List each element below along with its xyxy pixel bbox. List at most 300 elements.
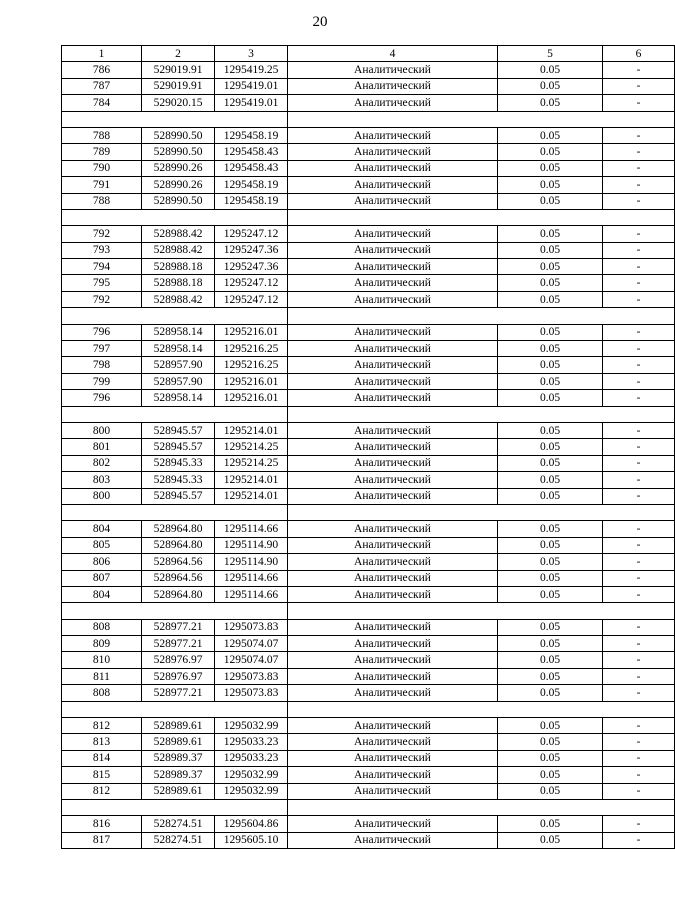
table-cell: 792 bbox=[62, 291, 142, 307]
table-cell: 808 bbox=[62, 685, 142, 701]
table-cell: 1295247.12 bbox=[215, 226, 288, 242]
table-cell: 529020.15 bbox=[142, 95, 215, 111]
table-row bbox=[62, 259, 675, 275]
table-cell: 0.05 bbox=[498, 734, 603, 750]
table-cell: - bbox=[603, 488, 675, 504]
table-cell: 1295114.66 bbox=[215, 570, 288, 586]
table-cell: 528988.18 bbox=[142, 259, 215, 275]
table-row bbox=[62, 160, 675, 176]
table-row bbox=[62, 144, 675, 160]
table-cell: 1295033.23 bbox=[215, 734, 288, 750]
table-cell: - bbox=[603, 193, 675, 209]
spacer-cell bbox=[288, 701, 675, 717]
table-cell: 528964.56 bbox=[142, 554, 215, 570]
table-cell: 788 bbox=[62, 193, 142, 209]
table-cell: 1295216.01 bbox=[215, 373, 288, 389]
table-cell: 0.05 bbox=[498, 718, 603, 734]
table-cell: Аналитический bbox=[288, 144, 498, 160]
table-cell: 1295216.25 bbox=[215, 341, 288, 357]
table-spacer-row bbox=[62, 603, 675, 619]
spacer-cell bbox=[62, 406, 288, 422]
table-cell: 815 bbox=[62, 767, 142, 783]
table-cell: 0.05 bbox=[498, 144, 603, 160]
table-row bbox=[62, 718, 675, 734]
table-cell: 0.05 bbox=[498, 537, 603, 553]
table-cell: 0.05 bbox=[498, 422, 603, 438]
table-cell: Аналитический bbox=[288, 160, 498, 176]
table-cell: 0.05 bbox=[498, 685, 603, 701]
table-cell: 811 bbox=[62, 668, 142, 684]
page-number: 20 bbox=[312, 14, 328, 30]
table-cell: 528990.26 bbox=[142, 160, 215, 176]
table-cell: 0.05 bbox=[498, 291, 603, 307]
table-row bbox=[62, 472, 675, 488]
table-cell: Аналитический bbox=[288, 521, 498, 537]
table-cell: 0.05 bbox=[498, 488, 603, 504]
table-cell: Аналитический bbox=[288, 291, 498, 307]
table-cell: 528977.21 bbox=[142, 636, 215, 652]
table-cell: 788 bbox=[62, 127, 142, 143]
table-cell: - bbox=[603, 554, 675, 570]
table-cell: 0.05 bbox=[498, 570, 603, 586]
table-row bbox=[62, 357, 675, 373]
table-cell: - bbox=[603, 767, 675, 783]
table-row bbox=[62, 488, 675, 504]
table-cell: 0.05 bbox=[498, 341, 603, 357]
table-cell: Аналитический bbox=[288, 390, 498, 406]
table-cell: 0.05 bbox=[498, 193, 603, 209]
table-cell: 528989.61 bbox=[142, 718, 215, 734]
table-cell: - bbox=[603, 783, 675, 799]
table-cell: 1295214.01 bbox=[215, 488, 288, 504]
table-cell: 528989.37 bbox=[142, 750, 215, 766]
spacer-cell bbox=[288, 111, 675, 127]
spacer-cell bbox=[62, 308, 288, 324]
table-cell: 528957.90 bbox=[142, 357, 215, 373]
table-cell: 1295216.25 bbox=[215, 357, 288, 373]
table-cell: Аналитический bbox=[288, 734, 498, 750]
table-cell: 810 bbox=[62, 652, 142, 668]
table-row bbox=[62, 685, 675, 701]
table-cell: 790 bbox=[62, 160, 142, 176]
table-cell: 0.05 bbox=[498, 668, 603, 684]
table-row bbox=[62, 422, 675, 438]
table-cell: 528958.14 bbox=[142, 324, 215, 340]
table-cell: 528945.33 bbox=[142, 455, 215, 471]
table-cell: Аналитический bbox=[288, 373, 498, 389]
table-row bbox=[62, 554, 675, 570]
table-cell: 804 bbox=[62, 586, 142, 602]
table-cell: 528990.50 bbox=[142, 127, 215, 143]
spacer-cell bbox=[288, 799, 675, 815]
table-cell: 528990.50 bbox=[142, 193, 215, 209]
table-spacer-row bbox=[62, 308, 675, 324]
table-spacer-row bbox=[62, 799, 675, 815]
table-cell: 0.05 bbox=[498, 619, 603, 635]
table-row bbox=[62, 439, 675, 455]
table-row bbox=[62, 95, 675, 111]
table-cell: Аналитический bbox=[288, 357, 498, 373]
table-cell: 528945.57 bbox=[142, 488, 215, 504]
table-cell: Аналитический bbox=[288, 226, 498, 242]
table-cell: 817 bbox=[62, 832, 142, 848]
table-cell: - bbox=[603, 341, 675, 357]
table-cell: 793 bbox=[62, 242, 142, 258]
table-row bbox=[62, 324, 675, 340]
table-cell: 1295458.19 bbox=[215, 177, 288, 193]
table-cell: 787 bbox=[62, 78, 142, 94]
table-cell: Аналитический bbox=[288, 832, 498, 848]
table-cell: 792 bbox=[62, 226, 142, 242]
table-cell: 528988.42 bbox=[142, 291, 215, 307]
table-cell: 528990.26 bbox=[142, 177, 215, 193]
table-row bbox=[62, 750, 675, 766]
table-cell: 0.05 bbox=[498, 472, 603, 488]
spacer-cell bbox=[288, 504, 675, 520]
table-cell: 0.05 bbox=[498, 554, 603, 570]
table-cell: 0.05 bbox=[498, 78, 603, 94]
table-cell: Аналитический bbox=[288, 767, 498, 783]
table-cell: 1295214.25 bbox=[215, 455, 288, 471]
table-cell: 1295458.43 bbox=[215, 160, 288, 176]
table-cell: 1295419.25 bbox=[215, 62, 288, 78]
table-cell: 1295032.99 bbox=[215, 718, 288, 734]
spacer-cell bbox=[62, 701, 288, 717]
table-cell: 789 bbox=[62, 144, 142, 160]
table-cell: 1295114.66 bbox=[215, 521, 288, 537]
table-cell: 528989.61 bbox=[142, 783, 215, 799]
table-cell: Аналитический bbox=[288, 750, 498, 766]
table-cell: 798 bbox=[62, 357, 142, 373]
table-row bbox=[62, 177, 675, 193]
table-cell: Аналитический bbox=[288, 652, 498, 668]
table-cell: 784 bbox=[62, 95, 142, 111]
table-cell: Аналитический bbox=[288, 193, 498, 209]
spacer-cell bbox=[62, 111, 288, 127]
table-row bbox=[62, 193, 675, 209]
table-row bbox=[62, 62, 675, 78]
table-cell: - bbox=[603, 718, 675, 734]
table-cell: Аналитический bbox=[288, 78, 498, 94]
table-cell: - bbox=[603, 734, 675, 750]
table-cell: Аналитический bbox=[288, 439, 498, 455]
table-cell: Аналитический bbox=[288, 95, 498, 111]
table-cell: Аналитический bbox=[288, 177, 498, 193]
column-header: 6 bbox=[603, 46, 675, 62]
column-header: 5 bbox=[498, 46, 603, 62]
table-cell: - bbox=[603, 521, 675, 537]
table-cell: 0.05 bbox=[498, 357, 603, 373]
table-cell: - bbox=[603, 291, 675, 307]
table-cell: 1295032.99 bbox=[215, 767, 288, 783]
table-row bbox=[62, 127, 675, 143]
table-cell: Аналитический bbox=[288, 636, 498, 652]
table-cell: 796 bbox=[62, 390, 142, 406]
table-cell: 0.05 bbox=[498, 275, 603, 291]
table-cell: 0.05 bbox=[498, 783, 603, 799]
table-cell: 528988.18 bbox=[142, 275, 215, 291]
table-cell: Аналитический bbox=[288, 619, 498, 635]
table-cell: - bbox=[603, 537, 675, 553]
table-row bbox=[62, 570, 675, 586]
table-row bbox=[62, 242, 675, 258]
table-cell: 1295214.25 bbox=[215, 439, 288, 455]
table-cell: Аналитический bbox=[288, 341, 498, 357]
table-cell: 0.05 bbox=[498, 127, 603, 143]
table-cell: - bbox=[603, 242, 675, 258]
table-cell: 797 bbox=[62, 341, 142, 357]
table-cell: 0.05 bbox=[498, 586, 603, 602]
table-cell: 528977.21 bbox=[142, 619, 215, 635]
table-cell: 816 bbox=[62, 816, 142, 832]
table-cell: Аналитический bbox=[288, 488, 498, 504]
table-cell: 1295033.23 bbox=[215, 750, 288, 766]
table-cell: 0.05 bbox=[498, 95, 603, 111]
table-cell: 1295458.43 bbox=[215, 144, 288, 160]
table-cell: - bbox=[603, 390, 675, 406]
column-header: 3 bbox=[215, 46, 288, 62]
table-cell: 528964.80 bbox=[142, 537, 215, 553]
table-cell: 805 bbox=[62, 537, 142, 553]
table-cell: 528958.14 bbox=[142, 341, 215, 357]
table-row bbox=[62, 586, 675, 602]
table-cell: - bbox=[603, 357, 675, 373]
spacer-cell bbox=[288, 406, 675, 422]
table-cell: 804 bbox=[62, 521, 142, 537]
table-cell: Аналитический bbox=[288, 554, 498, 570]
table-cell: 528945.33 bbox=[142, 472, 215, 488]
table-cell: 813 bbox=[62, 734, 142, 750]
table-cell: 0.05 bbox=[498, 767, 603, 783]
table-cell: Аналитический bbox=[288, 537, 498, 553]
column-header: 2 bbox=[142, 46, 215, 62]
table-spacer-row bbox=[62, 701, 675, 717]
column-header: 1 bbox=[62, 46, 142, 62]
table-row bbox=[62, 832, 675, 848]
table-cell: Аналитический bbox=[288, 62, 498, 78]
table-cell: - bbox=[603, 668, 675, 684]
table-cell: 1295458.19 bbox=[215, 127, 288, 143]
table-row bbox=[62, 275, 675, 291]
table-cell: 528988.42 bbox=[142, 242, 215, 258]
table-cell: - bbox=[603, 144, 675, 160]
table-cell: - bbox=[603, 62, 675, 78]
table-cell: 786 bbox=[62, 62, 142, 78]
table-cell: Аналитический bbox=[288, 242, 498, 258]
table-cell: 0.05 bbox=[498, 226, 603, 242]
table-spacer-row bbox=[62, 406, 675, 422]
table-cell: 528976.97 bbox=[142, 668, 215, 684]
table-cell: 0.05 bbox=[498, 750, 603, 766]
table-cell: 812 bbox=[62, 718, 142, 734]
table-cell: 0.05 bbox=[498, 373, 603, 389]
table-row bbox=[62, 78, 675, 94]
table-cell: 0.05 bbox=[498, 177, 603, 193]
table-spacer-row bbox=[62, 209, 675, 225]
table-cell: 528964.80 bbox=[142, 521, 215, 537]
table-cell: - bbox=[603, 652, 675, 668]
table-cell: - bbox=[603, 472, 675, 488]
table-cell: 528977.21 bbox=[142, 685, 215, 701]
table-row bbox=[62, 537, 675, 553]
table-cell: 800 bbox=[62, 488, 142, 504]
table-cell: - bbox=[603, 127, 675, 143]
table-cell: 529019.91 bbox=[142, 62, 215, 78]
table-cell: 528990.50 bbox=[142, 144, 215, 160]
table-cell: 1295604.86 bbox=[215, 816, 288, 832]
table-row bbox=[62, 734, 675, 750]
table-row bbox=[62, 373, 675, 389]
table-cell: - bbox=[603, 636, 675, 652]
table-row bbox=[62, 455, 675, 471]
table-cell: - bbox=[603, 816, 675, 832]
table-cell: - bbox=[603, 177, 675, 193]
spacer-cell bbox=[288, 308, 675, 324]
table-cell: Аналитический bbox=[288, 685, 498, 701]
table-cell: 528976.97 bbox=[142, 652, 215, 668]
table-cell: 0.05 bbox=[498, 390, 603, 406]
table-cell: 1295073.83 bbox=[215, 619, 288, 635]
table-cell: 1295247.36 bbox=[215, 259, 288, 275]
table-cell: - bbox=[603, 160, 675, 176]
table-cell: 0.05 bbox=[498, 259, 603, 275]
table-row bbox=[62, 767, 675, 783]
table-cell: 528958.14 bbox=[142, 390, 215, 406]
table-cell: Аналитический bbox=[288, 324, 498, 340]
table-cell: - bbox=[603, 373, 675, 389]
table-cell: 1295114.66 bbox=[215, 586, 288, 602]
table-cell: Аналитический bbox=[288, 783, 498, 799]
table-row bbox=[62, 226, 675, 242]
table-cell: 801 bbox=[62, 439, 142, 455]
table-cell: 0.05 bbox=[498, 636, 603, 652]
table-cell: - bbox=[603, 324, 675, 340]
table-cell: 528988.42 bbox=[142, 226, 215, 242]
table-cell: 528945.57 bbox=[142, 422, 215, 438]
table-cell: Аналитический bbox=[288, 455, 498, 471]
table-spacer-row bbox=[62, 504, 675, 520]
table-cell: - bbox=[603, 95, 675, 111]
spacer-cell bbox=[288, 603, 675, 619]
table-cell: - bbox=[603, 78, 675, 94]
table-cell: 528989.61 bbox=[142, 734, 215, 750]
table-cell: 802 bbox=[62, 455, 142, 471]
table-cell: 0.05 bbox=[498, 160, 603, 176]
table-cell: Аналитический bbox=[288, 668, 498, 684]
table-cell: Аналитический bbox=[288, 275, 498, 291]
column-header: 4 bbox=[288, 46, 498, 62]
table-cell: 799 bbox=[62, 373, 142, 389]
table-cell: 814 bbox=[62, 750, 142, 766]
table-cell: - bbox=[603, 685, 675, 701]
table-cell: - bbox=[603, 275, 675, 291]
table-cell: 1295073.83 bbox=[215, 685, 288, 701]
spacer-cell bbox=[288, 209, 675, 225]
table-cell: 1295419.01 bbox=[215, 78, 288, 94]
table-cell: Аналитический bbox=[288, 127, 498, 143]
table-body bbox=[62, 62, 675, 849]
table-cell: 529019.91 bbox=[142, 78, 215, 94]
table-cell: Аналитический bbox=[288, 472, 498, 488]
table-cell: - bbox=[603, 586, 675, 602]
table-cell: 1295419.01 bbox=[215, 95, 288, 111]
table-cell: 0.05 bbox=[498, 652, 603, 668]
table-cell: Аналитический bbox=[288, 586, 498, 602]
table-cell: 809 bbox=[62, 636, 142, 652]
table-row bbox=[62, 783, 675, 799]
table-cell: Аналитический bbox=[288, 718, 498, 734]
table-cell: - bbox=[603, 439, 675, 455]
table-cell: 796 bbox=[62, 324, 142, 340]
table-cell: 1295214.01 bbox=[215, 472, 288, 488]
table-cell: - bbox=[603, 570, 675, 586]
table-cell: 0.05 bbox=[498, 439, 603, 455]
table-row bbox=[62, 636, 675, 652]
table-row bbox=[62, 291, 675, 307]
table-cell: 528964.80 bbox=[142, 586, 215, 602]
table-cell: 812 bbox=[62, 783, 142, 799]
table-cell: 528274.51 bbox=[142, 832, 215, 848]
table-cell: 0.05 bbox=[498, 62, 603, 78]
table-cell: 0.05 bbox=[498, 832, 603, 848]
table-cell: 791 bbox=[62, 177, 142, 193]
table-cell: Аналитический bbox=[288, 259, 498, 275]
table-header-row bbox=[62, 46, 675, 62]
table-cell: 528274.51 bbox=[142, 816, 215, 832]
table-cell: - bbox=[603, 455, 675, 471]
table-cell: 1295605.10 bbox=[215, 832, 288, 848]
table-cell: 0.05 bbox=[498, 816, 603, 832]
table-cell: 794 bbox=[62, 259, 142, 275]
coordinates-table bbox=[61, 45, 675, 849]
spacer-cell bbox=[62, 603, 288, 619]
table-cell: 528957.90 bbox=[142, 373, 215, 389]
spacer-cell bbox=[62, 799, 288, 815]
table-cell: Аналитический bbox=[288, 422, 498, 438]
spacer-cell bbox=[62, 209, 288, 225]
table-row bbox=[62, 652, 675, 668]
table-cell: 1295074.07 bbox=[215, 636, 288, 652]
table-cell: 800 bbox=[62, 422, 142, 438]
table-cell: 1295247.36 bbox=[215, 242, 288, 258]
table-cell: 807 bbox=[62, 570, 142, 586]
table-cell: 1295247.12 bbox=[215, 291, 288, 307]
table-cell: 1295247.12 bbox=[215, 275, 288, 291]
table-cell: Аналитический bbox=[288, 570, 498, 586]
table-cell: 528964.56 bbox=[142, 570, 215, 586]
table-cell: 806 bbox=[62, 554, 142, 570]
table-cell: 1295458.19 bbox=[215, 193, 288, 209]
table-cell: Аналитический bbox=[288, 816, 498, 832]
table-cell: 528989.37 bbox=[142, 767, 215, 783]
table-row bbox=[62, 390, 675, 406]
table-cell: - bbox=[603, 750, 675, 766]
table-cell: 1295114.90 bbox=[215, 554, 288, 570]
table-cell: 1295114.90 bbox=[215, 537, 288, 553]
table-spacer-row bbox=[62, 111, 675, 127]
table-cell: 1295073.83 bbox=[215, 668, 288, 684]
table-row bbox=[62, 341, 675, 357]
table-cell: 808 bbox=[62, 619, 142, 635]
table-row bbox=[62, 816, 675, 832]
table-cell: - bbox=[603, 226, 675, 242]
table-cell: 0.05 bbox=[498, 324, 603, 340]
table-row bbox=[62, 668, 675, 684]
table-cell: - bbox=[603, 259, 675, 275]
table-cell: 1295074.07 bbox=[215, 652, 288, 668]
table-cell: - bbox=[603, 832, 675, 848]
table-cell: 1295214.01 bbox=[215, 422, 288, 438]
